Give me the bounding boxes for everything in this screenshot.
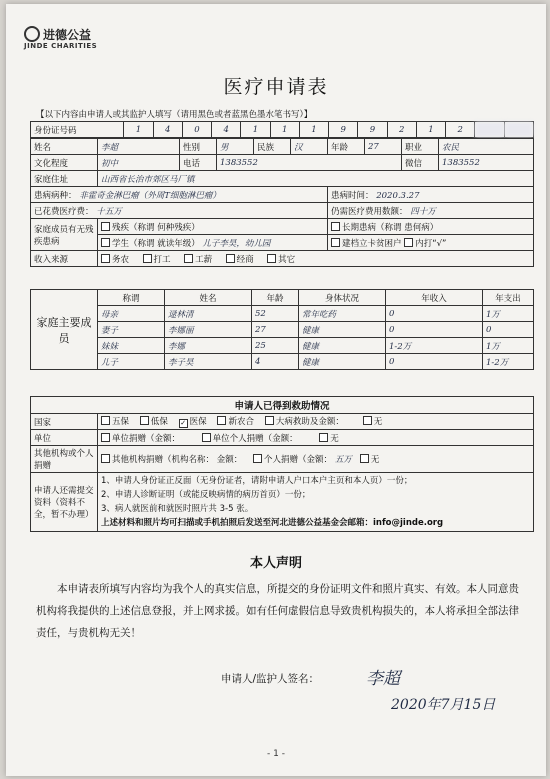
edu-label: 文化程度 (31, 155, 98, 171)
member-age[interactable]: 4 (252, 354, 299, 370)
opt-poor-label: 建档立卡贫困户 (342, 238, 402, 249)
fill-instruction: 【以下内容由申请人或其监护人填写（请用黑色或者蓝黑色墨水笔书写）】 (36, 110, 313, 120)
member-income[interactable]: 1-2万 (386, 338, 483, 354)
member-header: 年龄 (252, 290, 299, 306)
id-label: 身份证号码 (31, 122, 124, 138)
name-value[interactable]: 李超 (98, 139, 180, 155)
time-value[interactable]: 2020.3.27 (376, 190, 420, 201)
member-expense[interactable]: 0 (483, 322, 534, 338)
disease-value[interactable]: 非霍奇金淋巴瘤（外周T细胞淋巴瘤） (79, 190, 221, 201)
opt-disabled-label: 残疾（称谓 何种残疾） (112, 222, 200, 233)
members-label: 家庭主要成员 (31, 290, 98, 370)
checkbox-icon[interactable] (360, 454, 369, 463)
unit-options (98, 430, 534, 446)
member-name[interactable]: 李娜丽 (165, 322, 252, 338)
checkbox-icon[interactable] (331, 222, 340, 231)
aid-section-title: 申请人已得到救助情况 (31, 397, 534, 414)
member-health[interactable]: 健康 (299, 354, 386, 370)
member-rel[interactable]: 妹妹 (98, 338, 165, 354)
checked-icon[interactable] (253, 454, 262, 463)
need-value[interactable]: 四十万 (410, 206, 436, 217)
country-opt[interactable]: 新农合 (228, 417, 254, 427)
member-header: 身体状况 (299, 290, 386, 306)
member-name[interactable]: 李娜 (165, 338, 252, 354)
country-opt[interactable]: 大病救助及金额： (275, 417, 344, 427)
country-label: 国家 (31, 414, 98, 430)
other-none[interactable]: 无 (370, 455, 380, 465)
checkbox-icon[interactable] (331, 238, 340, 247)
income-label: 收入来源 (31, 251, 98, 267)
opt-student[interactable] (98, 235, 328, 251)
member-expense[interactable]: 1万 (483, 306, 534, 322)
country-opt[interactable]: 医保 (189, 417, 207, 427)
id-digit[interactable]: 2 (446, 122, 475, 138)
checkbox-icon[interactable] (101, 238, 110, 247)
income-opt[interactable]: 工薪 (195, 254, 213, 265)
checkbox-icon[interactable] (319, 433, 328, 442)
sign-date[interactable]: 2020年7月15日 (391, 697, 496, 713)
other-label: 其他机构或个人捐赠 (31, 446, 98, 473)
docs-email-note: 上述材料和照片均可扫描或手机拍照后发送至河北进德公益基金会邮箱：info@jinde.org (101, 518, 444, 528)
member-expense[interactable]: 1-2万 (483, 354, 534, 370)
phone-value[interactable]: 1383552 (217, 155, 402, 171)
income-opt[interactable]: 打工 (153, 254, 171, 265)
unit-opt[interactable]: 单位个人捐赠（金额： (212, 433, 298, 444)
aid-table (30, 396, 534, 532)
member-rel[interactable]: 儿子 (98, 354, 165, 370)
unit-none[interactable]: 无 (330, 433, 339, 444)
id-digit[interactable]: 0 (182, 122, 211, 138)
checkbox-icon[interactable] (101, 454, 110, 463)
gender-label: 性别 (180, 139, 217, 155)
personal-table (30, 138, 534, 267)
docs-label: 申请人还需提交资料（资料不全，暂不办理） (31, 473, 98, 532)
opt-longsick[interactable] (328, 219, 534, 235)
page-title: 医疗申请表 (223, 76, 329, 98)
spent-label: 已花费医疗费： (34, 206, 94, 217)
checkbox-icon[interactable] (101, 416, 110, 425)
unit-label: 单位 (31, 430, 98, 446)
id-digit[interactable]: 1 (299, 122, 328, 138)
checkbox-icon[interactable] (101, 222, 110, 231)
disease-label: 患病病种： (34, 190, 77, 201)
checkbox-icon[interactable] (265, 416, 274, 425)
id-digit[interactable]: 9 (358, 122, 387, 138)
wechat-label: 微信 (402, 155, 439, 171)
member-header: 姓名 (165, 290, 252, 306)
country-none[interactable]: 无 (373, 417, 383, 427)
id-digit-redacted (475, 122, 504, 138)
income-options (98, 251, 534, 267)
opt-disabled[interactable] (98, 219, 328, 235)
member-header: 年支出 (483, 290, 534, 306)
id-digit[interactable]: 4 (153, 122, 182, 138)
form-paper (6, 4, 546, 776)
time-label: 患病时间： (331, 190, 374, 201)
country-options (98, 414, 534, 430)
need-label: 仍需医疗费用数额： (331, 206, 408, 217)
member-expense[interactable]: 1万 (483, 338, 534, 354)
member-income[interactable]: 0 (386, 306, 483, 322)
logo-en: JINDE CHARITIES (24, 42, 98, 50)
id-digit-redacted (504, 122, 533, 138)
checkbox-icon[interactable] (217, 416, 226, 425)
id-digit[interactable]: 1 (416, 122, 445, 138)
address-value[interactable]: 山西省长治市郊区马厂镇 (98, 171, 534, 187)
docs-item: 1、申请人身份证正反面（无身份证者，请附申请人户口本户主页和本人页）一份； (101, 476, 413, 486)
spent-cell (31, 203, 328, 219)
member-health[interactable]: 常年吃药 (299, 306, 386, 322)
member-age[interactable]: 52 (252, 306, 299, 322)
address-label: 家庭住址 (31, 171, 98, 187)
checkbox-icon[interactable] (101, 433, 110, 442)
age-label: 年龄 (328, 139, 365, 155)
edu-value[interactable]: 初中 (98, 155, 180, 171)
members-table (30, 289, 534, 370)
ethnic-label: 民族 (254, 139, 291, 155)
checkbox-icon[interactable] (267, 254, 276, 263)
table-row (31, 354, 534, 370)
table-row (31, 338, 534, 354)
logo-cn: 进德公益 (43, 28, 92, 42)
checkbox-icon[interactable] (101, 254, 110, 263)
application-table (30, 121, 534, 138)
docs-list (98, 473, 534, 532)
name-label: 姓名 (31, 139, 98, 155)
phone-label: 电话 (180, 155, 217, 171)
member-income[interactable]: 0 (386, 354, 483, 370)
docs-item: 3、病人就医前和就医时照片共 3-5 张。 (101, 504, 254, 514)
page-number: - 1 - (267, 749, 285, 759)
logo-mark-icon (24, 26, 40, 42)
member-health[interactable]: 健康 (299, 322, 386, 338)
student-value[interactable]: 儿子李昊，幼儿园 (202, 238, 271, 249)
checkbox-icon[interactable] (184, 254, 193, 263)
disease-cell (31, 187, 328, 203)
checked-icon[interactable]: ✓ (180, 419, 187, 427)
opt-poor[interactable] (328, 235, 534, 251)
id-digit[interactable]: 1 (270, 122, 299, 138)
job-value[interactable]: 农民 (439, 139, 534, 155)
member-income[interactable]: 0 (386, 322, 483, 338)
table-row (31, 306, 534, 322)
checkbox-icon[interactable] (363, 416, 372, 425)
member-age[interactable]: 27 (252, 322, 299, 338)
statement-body: 本申请表所填写内容均为我个人的真实信息，所提交的身份证明文件和照片真实、有效。本人同意贵机构将我提供的上述信息登报，并上网求援。如有任何虚假信息导致贵机构损失的，本人将承担全部法律责任，与贵机构无关！ (36, 583, 519, 639)
spent-value[interactable]: 十五万 (96, 206, 122, 217)
id-digit[interactable]: 4 (212, 122, 241, 138)
income-opt[interactable]: 经商 (236, 254, 254, 265)
id-digit[interactable]: 1 (124, 122, 153, 138)
other-amount[interactable]: 五万 (334, 455, 352, 465)
job-label: 职业 (402, 139, 439, 155)
member-name[interactable]: 逯林清 (165, 306, 252, 322)
ethnic-value[interactable]: 汉 (291, 139, 328, 155)
jinde-logo (24, 26, 91, 43)
income-opt[interactable]: 其它 (278, 254, 296, 265)
opt-longsick-label: 长期患病（称谓 患何病） (342, 222, 439, 233)
id-digit[interactable]: 2 (387, 122, 416, 138)
member-header: 年收入 (386, 290, 483, 306)
other-options (98, 446, 534, 473)
other-opt[interactable]: 个人捐赠（金额： (264, 455, 333, 465)
member-header: 称谓 (98, 290, 165, 306)
member-health[interactable]: 健康 (299, 338, 386, 354)
wechat-value[interactable]: 1383552 (439, 155, 534, 171)
checkbox-icon[interactable] (226, 254, 235, 263)
unit-opt[interactable]: 单位捐赠（金额： (112, 433, 181, 444)
need-cell (328, 203, 534, 219)
country-opt[interactable]: 五保 (112, 417, 130, 427)
signature[interactable]: 李超 (366, 669, 400, 689)
id-digit[interactable]: 1 (241, 122, 270, 138)
docs-item: 2、申请人诊断证明（或能反映病情的病历首页）一份； (101, 490, 311, 500)
checkbox-icon[interactable] (404, 238, 413, 247)
time-cell (328, 187, 534, 203)
opt-tick-label: 内打“√” (415, 238, 447, 249)
member-rel[interactable]: 母亲 (98, 306, 165, 322)
checkbox-icon[interactable] (140, 416, 149, 425)
income-opt[interactable]: 务农 (112, 254, 130, 265)
member-age[interactable]: 25 (252, 338, 299, 354)
statement-title: 本人声明 (249, 556, 302, 571)
checkbox-icon[interactable] (143, 254, 152, 263)
signature-label: 申请人/监护人签名： (221, 673, 320, 685)
id-digit[interactable]: 9 (329, 122, 358, 138)
checkbox-icon[interactable] (202, 433, 211, 442)
opt-student-label: 学生（称谓 就读年级） (112, 238, 200, 249)
gender-value[interactable]: 男 (217, 139, 254, 155)
table-row (31, 322, 534, 338)
family-sick-label: 家庭成员有无残疾患病 (31, 219, 98, 251)
country-opt[interactable]: 低保 (150, 417, 168, 427)
member-name[interactable]: 李子昊 (165, 354, 252, 370)
member-rel[interactable]: 妻子 (98, 322, 165, 338)
other-opt[interactable]: 其他机构捐赠（机构名称： 金额： (112, 455, 243, 465)
age-value[interactable]: 27 (365, 139, 402, 155)
